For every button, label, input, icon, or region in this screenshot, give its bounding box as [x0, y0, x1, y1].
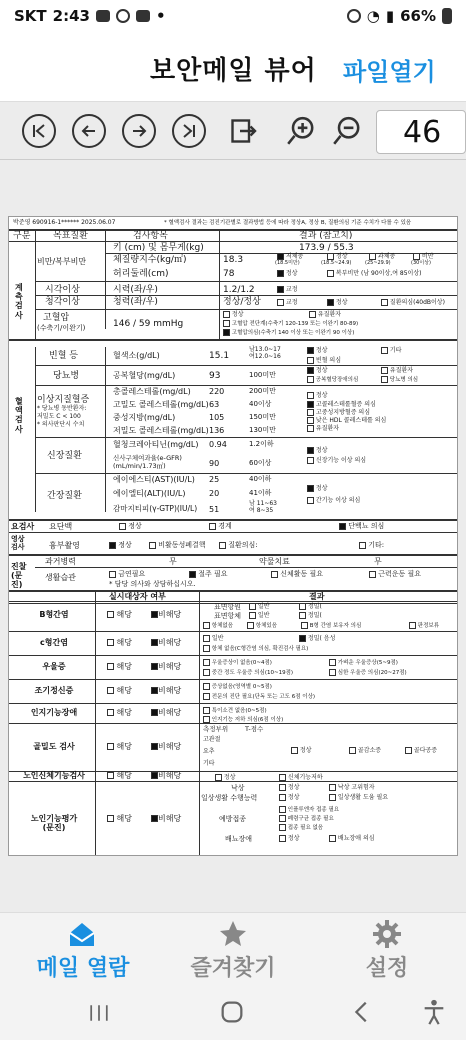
habit-muscle: 근력운동 필요	[369, 570, 421, 578]
lipid-hdl-suspect: 낮은 HDL 콜레스테롤 의심	[307, 417, 386, 425]
carrier-label: SKT	[14, 7, 47, 25]
section-blood: 혈액검사	[15, 397, 23, 434]
subject-row-label: c형간염	[40, 638, 68, 647]
liver-suspect: 간기능 이상 의심	[307, 497, 360, 505]
hepb-r1: 표면항원	[214, 603, 242, 611]
bmi-normal-range: (18.5~24.9)	[321, 260, 352, 266]
habit-note: * 담당 의사와 상담하십시오.	[109, 580, 196, 588]
star-icon	[218, 919, 248, 949]
subject-head: 실시대상자 여부	[109, 592, 166, 601]
subject-yes: 해당	[107, 708, 132, 717]
row-divider	[9, 631, 458, 632]
tc-ref: 200미만	[249, 387, 276, 395]
subject-no: 비해당	[151, 610, 181, 619]
imaging-label: 영상검사	[11, 535, 25, 552]
bmi-normal: 정상	[327, 253, 348, 261]
subject-yes: 해당	[107, 662, 132, 671]
kidney-label: 신장질환	[47, 451, 82, 461]
old-urinary-o1: 정상	[279, 835, 300, 843]
oldcog-o1: 정상	[215, 774, 236, 782]
mail-icon	[116, 9, 130, 23]
zoom-in-icon	[285, 115, 317, 147]
anemia-label: 빈혈 등	[49, 351, 78, 361]
old-fall-o1: 정상	[279, 784, 300, 792]
history-label: 과거병력	[45, 557, 76, 566]
subject-no: 비해당	[151, 742, 181, 751]
bone-normal: 정상	[291, 747, 312, 755]
subject-row-label: 노인기능평가 (문진)	[30, 814, 78, 833]
bp-prehypertension: 고혈압 전단계(수축기 120-139 또는 이완기 80-89)	[223, 320, 358, 327]
gfr-unit: (mL/min/1.73㎡)	[113, 462, 166, 470]
old-fall-o2: 낙상 고위험자	[329, 784, 375, 792]
cog-o2: 인지기능 저하 의심(6점 이상)	[203, 716, 283, 723]
nav-mail-label: 메일 열람	[36, 956, 130, 981]
bp-label: 고혈압	[43, 313, 70, 323]
ldl-label: 저밀도 콜레스테롤(mg/dL)	[113, 426, 209, 435]
lipid-patient: 유질환자	[307, 425, 339, 433]
dep-o1: 우울증상이 없음(0~4점)	[203, 659, 272, 666]
ast-label: 에이에스티(AST)(IU/L)	[113, 475, 195, 484]
bone-p2: 요추	[203, 748, 215, 755]
subject-row-label: 우울증	[42, 662, 66, 671]
export-button[interactable]	[226, 114, 260, 148]
fbs-dm-suspect: 당뇨병 의심	[381, 376, 418, 383]
gear-icon	[372, 919, 402, 949]
hepb-r2: 표면항체	[214, 612, 242, 620]
old-fall: 낙상	[231, 784, 245, 792]
bottom-nav	[0, 912, 466, 982]
lipid-tc-suspect: 고콜레스테롤혈증 의심	[307, 401, 376, 409]
hepb-r5: B형 간염 보유자 의심	[301, 622, 361, 629]
fbs-value: 93	[209, 371, 221, 381]
health-report-page	[8, 216, 458, 856]
first-page-button[interactable]	[22, 114, 56, 148]
talk-icon	[96, 10, 110, 22]
row-divider	[9, 655, 458, 656]
xray-normal: 정상	[109, 541, 132, 549]
lipid-note1: * 당뇨병 동반환자:	[37, 405, 87, 412]
bone-osteoporosis: 골다공증	[405, 747, 437, 755]
fbs-ref: 100미만	[249, 371, 276, 379]
home-icon[interactable]	[218, 998, 246, 1026]
old-urinary: 배뇨장애	[225, 835, 253, 843]
open-file-button[interactable]: 파일열기	[343, 58, 436, 86]
subject-no: 비해당	[151, 771, 181, 780]
old-vaccine: 예방접종	[219, 815, 247, 823]
bone-h2: T-점수	[245, 725, 264, 733]
nav-settings-label: 설정	[365, 956, 409, 981]
fbs-normal: 정상	[307, 367, 328, 375]
bmi-value: 18.3	[223, 255, 244, 265]
liver-normal: 정상	[307, 485, 328, 493]
col-target: 목표질환	[53, 231, 88, 241]
urine-border: 경계	[209, 522, 232, 530]
hearing-value: 정상/정상	[223, 297, 261, 307]
ggt-ref: 남 11~63 여 8~35	[249, 500, 278, 514]
battery-icon	[442, 8, 452, 24]
dm-label: 당뇨병	[53, 371, 80, 381]
battery-level: 66%	[400, 7, 436, 25]
nav-favorites[interactable]	[168, 919, 298, 979]
vision-value: 1.2/1.2	[223, 285, 255, 295]
next-page-button[interactable]	[122, 114, 156, 148]
bp-sub: (수축기/이완기)	[37, 324, 86, 332]
bone-p1: 고관절	[203, 736, 221, 743]
last-page-button[interactable]	[172, 114, 206, 148]
bone-p3: 기타	[203, 760, 215, 767]
hepb-r6: 판정보류	[409, 622, 439, 629]
clock: 2:43	[52, 7, 90, 25]
old-vaccine-o1: 인플루엔자 접종 필요	[279, 806, 339, 813]
dep-o4: 심한 우울증 의심(20~27점)	[329, 669, 407, 676]
message-icon	[136, 10, 150, 22]
alarm-icon	[347, 9, 361, 23]
nav-favorites-label: 즐겨찾기	[190, 956, 276, 981]
bp-patient: 유질환자	[309, 311, 341, 319]
col-result: 결과 (참고치)	[299, 231, 353, 241]
old-daily: 일상생활 수행능력	[201, 794, 258, 802]
bp-value: 146 / 59 mmHg	[113, 319, 184, 329]
nav-mail[interactable]	[18, 919, 148, 979]
hepb-r3: 항체없음	[203, 622, 233, 629]
subject-row-label: 노인신체기능검사	[23, 771, 85, 780]
arrow-right-icon	[129, 121, 149, 141]
hb-value: 15.1	[209, 351, 230, 361]
wifi-icon: ◔	[366, 7, 380, 25]
tc-label: 총콜레스테롤(mg/dL)	[113, 387, 191, 396]
report-header-note: * 혈액검사 결과는 검진기관별로 결과방법 등에 따라 정상A, 정상 B, 질환의심 기준 수치가 다를 수 있음	[164, 220, 412, 226]
gfr-value: 90	[209, 459, 220, 468]
old-daily-o2: 일상생활 도움 필요	[329, 794, 388, 802]
lipid-label: 이상지질혈증	[37, 395, 90, 405]
vision-item: 시력(좌/우)	[113, 285, 158, 295]
bp-suspect: 고혈압의심(수축기 140 이상 또는 이완기 90 이상)	[223, 329, 354, 336]
row-divider	[9, 703, 458, 704]
oldcog-o2: 신체기능저하	[279, 774, 323, 782]
bmi-obese-range: (30이상)	[411, 260, 431, 266]
habit-smoke: 금연필요	[109, 570, 145, 578]
hb-ref: 남13.0~17 여12.0~16	[249, 346, 281, 360]
height-weight-label: 키 (cm) 및 몸무게(kg)	[113, 243, 204, 253]
zoom-out-button[interactable]	[330, 114, 364, 148]
row-divider	[9, 679, 458, 680]
subject-yes: 해당	[107, 771, 132, 780]
old-urinary-o2: 배뇨장애 의심	[329, 835, 375, 843]
hepb-o2: 정밀(	[299, 603, 322, 611]
report-header-id: 박준영 690916-1****** 2025.06.07	[13, 219, 116, 226]
alt-value: 20	[209, 489, 220, 498]
page-number-input[interactable]: 46	[376, 110, 466, 154]
lipid-note2: 저밀도 C < 100	[37, 413, 81, 420]
hearing-corr: 교정	[277, 299, 298, 307]
fbs-patient: 유질환자	[381, 367, 413, 375]
bmi-over: 과체중	[369, 253, 395, 261]
subject-yes: 해당	[107, 742, 132, 751]
section-measure: 계측 검사	[15, 283, 23, 320]
vision-corrected: 교정	[277, 286, 298, 294]
arrow-left-icon	[79, 121, 99, 141]
habit-alcohol: 절주 필요	[189, 570, 228, 578]
cr-ref: 1.2이하	[249, 440, 274, 448]
ggt-value: 51	[209, 505, 220, 514]
xray-label: 흉부촬영	[49, 541, 80, 550]
xray-tb: 비활동성폐결핵	[149, 541, 206, 549]
cr-label: 혈청크레아티닌(mg/dL)	[113, 440, 199, 449]
subject-no: 비해당	[151, 686, 181, 695]
row-divider	[9, 601, 458, 602]
checkbox-checked	[277, 253, 284, 260]
document-viewer[interactable]	[0, 160, 466, 912]
cr-value: 0.94	[209, 440, 227, 449]
old-vaccine-o2: 폐렴구균 접종 필요	[279, 815, 334, 822]
zoom-out-icon	[331, 115, 363, 147]
kidney-suspect: 신장기능 이상 의심	[307, 457, 366, 465]
hepc-o2: 정밀( 음성	[299, 635, 335, 643]
app-header	[0, 32, 466, 102]
subject-row-label: 조기정신증	[34, 686, 74, 695]
gfr-label: 신사구체여과율(e-GFR)	[113, 454, 182, 462]
gfr-ref: 60이상	[249, 459, 272, 467]
urine-normal: 정상	[119, 522, 142, 530]
subject-no: 비해당	[151, 814, 181, 823]
subject-result-head: 결과	[309, 592, 325, 601]
obesity-label: 비만/복부비만	[37, 257, 87, 266]
subject-no: 비해당	[151, 708, 181, 717]
subject-no: 비해당	[151, 662, 181, 671]
waist-abnormal: 복부비만 (남 90이상,여 85이상)	[327, 270, 421, 278]
hb-suspect: 빈혈 의심	[307, 357, 341, 365]
ast-value: 25	[209, 475, 220, 484]
subject-row-label: 골밀도 검사	[33, 742, 75, 751]
bmi-label: 체질량지수(kg/㎡)	[113, 255, 187, 265]
hepb-o3: 정밀(	[299, 612, 322, 620]
subject-row-label: B형간염	[39, 610, 69, 619]
col-item: 검사항목	[133, 231, 168, 241]
system-nav	[0, 982, 466, 1040]
habit-exercise: 신체활동 필요	[271, 570, 323, 578]
bmi-obese: 비만	[413, 253, 434, 261]
col-gubun: 구분	[13, 231, 31, 241]
hb-label: 혈색소(g/dL)	[113, 351, 160, 360]
first-page-icon	[29, 121, 49, 141]
dep-o3: 중간 정도 우울증 의심(10~19점)	[203, 669, 293, 676]
drug-value: 무	[374, 557, 382, 566]
subject-yes: 해당	[107, 686, 132, 695]
lipid-normal: 정상	[307, 392, 328, 400]
cog-o1: 특이소견 없음(0~5점)	[203, 707, 267, 714]
tg-ref: 150미만	[249, 413, 276, 421]
last-page-icon	[179, 121, 199, 141]
bmi-underweight: 저체중	[277, 253, 303, 261]
urine-item: 요단백	[49, 522, 73, 531]
kidney-normal: 정상	[307, 447, 328, 455]
subject-row-label: 인지기능장애	[30, 708, 78, 717]
tg-label: 중성지방(mg/dL)	[113, 413, 176, 422]
bone-osteopenia: 골감소증	[349, 747, 381, 755]
consult-label: 진찰(문진)	[11, 562, 27, 590]
hearing-label: 청각이상	[45, 297, 80, 307]
subject-no: 비해당	[151, 638, 181, 647]
page-title: 보안메일 뷰어	[150, 56, 317, 86]
bone-h1: 측정부위	[203, 725, 229, 733]
mail-open-icon	[66, 919, 98, 949]
dem-o2: 전문의 진단 필요(단독 또는 고도 6점 이상)	[203, 693, 315, 700]
dot-icon: •	[155, 7, 166, 25]
old-vaccine-o3: 접종 필요 없음	[279, 824, 323, 831]
accessibility-icon[interactable]	[420, 998, 448, 1026]
vision-label: 시각이상	[45, 285, 80, 295]
drug-label: 약물치료	[259, 557, 290, 566]
lipid-note3: * 의사판단시 수치	[37, 421, 85, 428]
waist-value: 78	[223, 269, 235, 279]
history-value: 무	[169, 557, 177, 566]
zoom-in-button[interactable]	[284, 114, 318, 148]
waist-normal: 정상	[277, 270, 298, 278]
hepc-o1: 일반	[203, 635, 224, 643]
fbs-label: 공복혈당(mg/dL)	[113, 371, 176, 380]
hdl-ref: 40이상	[249, 400, 272, 408]
subject-yes: 해당	[107, 638, 132, 647]
urine-label: 요검사	[11, 522, 35, 531]
fbs-ifg: 공복혈당장애의심	[307, 376, 358, 383]
tc-value: 220	[209, 387, 225, 396]
xray-other: 기타:	[359, 541, 384, 549]
alt-ref: 41이하	[249, 489, 272, 497]
old-daily-o1: 정상	[279, 794, 300, 802]
bmi-underweight-range: (18.5미만)	[275, 260, 300, 266]
hepb-o1b: 일반	[249, 612, 270, 620]
export-page-icon	[228, 116, 258, 146]
lipid-tg-suspect: 고중성지방혈증 의심	[307, 409, 370, 417]
dep-o2: 가벼운 우울증상(5~9점)	[329, 659, 398, 666]
nav-settings[interactable]	[322, 919, 452, 979]
hdl-label: 고밀도 콜레스테롤(mg/dL)	[113, 400, 209, 409]
ldl-ref: 130미만	[249, 426, 276, 434]
hb-other: 기타	[381, 347, 402, 355]
alt-label: 에이엘티(ALT)(IU/L)	[113, 489, 186, 498]
hearing-normal: 정상	[327, 299, 348, 307]
hepb-r4: 항체있음	[247, 622, 277, 629]
urine-suspect: 단백뇨 의심	[339, 522, 384, 530]
xray-disease: 질환의심:	[219, 541, 258, 549]
subject-yes: 해당	[107, 610, 132, 619]
dem-o1: 증상없음(영역별 0~5점)	[203, 683, 272, 690]
hearing-item: 청력(좌/우)	[113, 297, 158, 307]
habit-label: 생활습관	[45, 573, 76, 582]
hdl-value: 63	[209, 400, 220, 409]
prev-page-button[interactable]	[72, 114, 106, 148]
subject-yes: 해당	[107, 814, 132, 823]
ast-ref: 40이하	[249, 475, 272, 483]
ggt-label: 감마지티피(γ-GTP)(IU/L)	[113, 504, 198, 513]
waist-label: 허리둘레(cm)	[113, 269, 169, 279]
hb-normal: 정상	[307, 347, 328, 355]
back-icon[interactable]	[348, 998, 376, 1026]
bp-normal: 정상	[223, 311, 244, 319]
ldl-value: 136	[209, 426, 225, 435]
status-bar	[0, 0, 466, 32]
liver-label: 간장질환	[47, 491, 82, 501]
tg-value: 105	[209, 413, 225, 422]
hepc-r1: 항체 없음(C형간염 의심, 확진검사 필요)	[203, 645, 308, 652]
viewer-toolbar	[0, 102, 466, 160]
signal-icon: ▮	[385, 7, 395, 25]
hearing-suspect: 질환의심(40dB이상)	[381, 299, 445, 307]
hepb-o1: 일반	[249, 603, 270, 611]
height-weight-value: 173.9 / 55.3	[299, 243, 354, 253]
recent-apps-icon[interactable]	[86, 1000, 112, 1026]
bmi-over-range: (25~29.9)	[365, 260, 391, 266]
